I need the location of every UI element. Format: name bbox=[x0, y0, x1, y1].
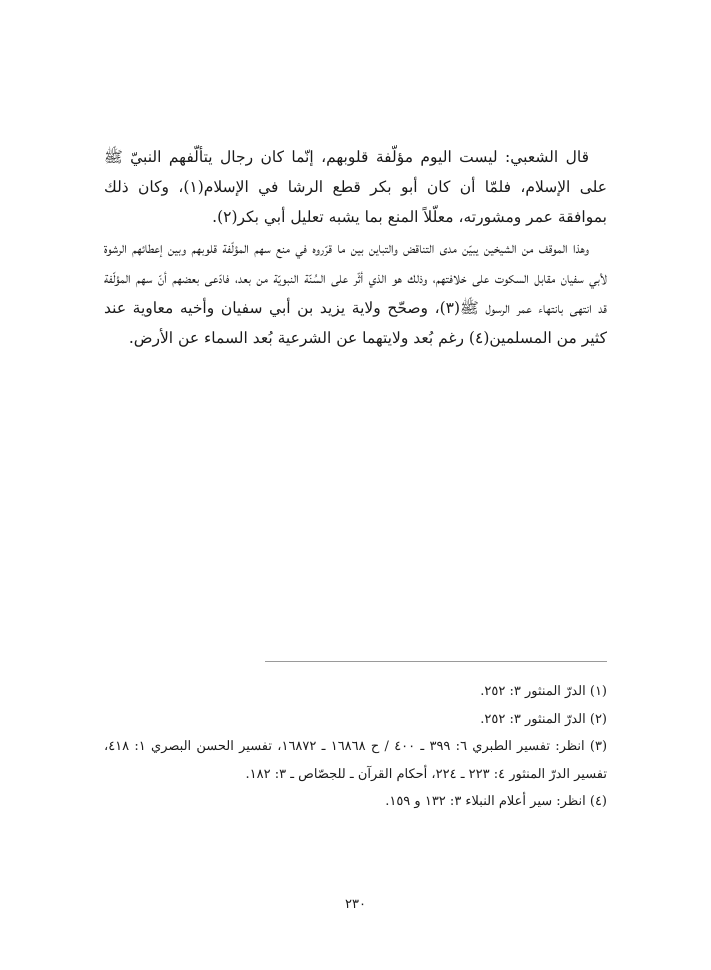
footnote-4: (٤) انظر: سير أعلام النبلاء ٣: ١٣٢ و ١٥٩. bbox=[385, 794, 607, 809]
footnote-3: (٣) انظر: تفسير الطبري ٦: ٣٩٩ ـ ٤٠٠ / ح ١٦٨٦٨ ـ ١٦٨٧٢، تفسير الحسن البصري ١: ٤١٨، تفسير الدرّ المنثور ٤: ٢٢٣ ـ ٢٢٤، أحكام القرآن ـ للجصّاص ـ ٣: ١٨٢. bbox=[104, 739, 608, 782]
footnote-divider bbox=[265, 661, 607, 662]
footnote-2: (٢) الدرّ المنثور ٣: ٢٥٢. bbox=[480, 711, 607, 727]
paragraph-2: وهذا الموقف من الشيخين يبيّن مدى التناقض والتباين بين ما قرّروه في منع سهم المؤلّفة قلوبهم وبين إعطائهم الرشوة لأبي سفيان مقابل السكوت على خلافتهم، وذلك هو الذي أثّر على السُنّة النبويّة من بعد، فادّعى بعضهم أنّ سهم المؤلّفة قد انتهى بانتهاء عمر الرسول ﷺ(٣)، وصحّح ولاية يزيد بن أبي سفيان وأخيه معاوية عند كثير من المسلمين(٤) رغم بُعد ولايتهما عن الشرعية بُعد السماء عن الأرض. bbox=[104, 238, 607, 348]
main-text bbox=[104, 142, 607, 353]
footnote-1: (١) الدرّ المنثور ٣: ٢٥٢. bbox=[480, 684, 607, 699]
paragraph-1: قال الشعبي: ليست اليوم مؤلّفة قلوبهم، إنّما كان رجال يتألّفهم النبيّ ﷺ على الإسلام، فلمّا أن كان أبو بكر قطع الرشا في الإسلام(١)، وكان ذلك بموافقة عمر ومشورته، معلّلاً المنع بما يشبه تعليل أبي بكر(٢). bbox=[104, 148, 608, 227]
page-number: ٢٣٠ bbox=[345, 897, 366, 912]
footnotes bbox=[104, 678, 607, 816]
